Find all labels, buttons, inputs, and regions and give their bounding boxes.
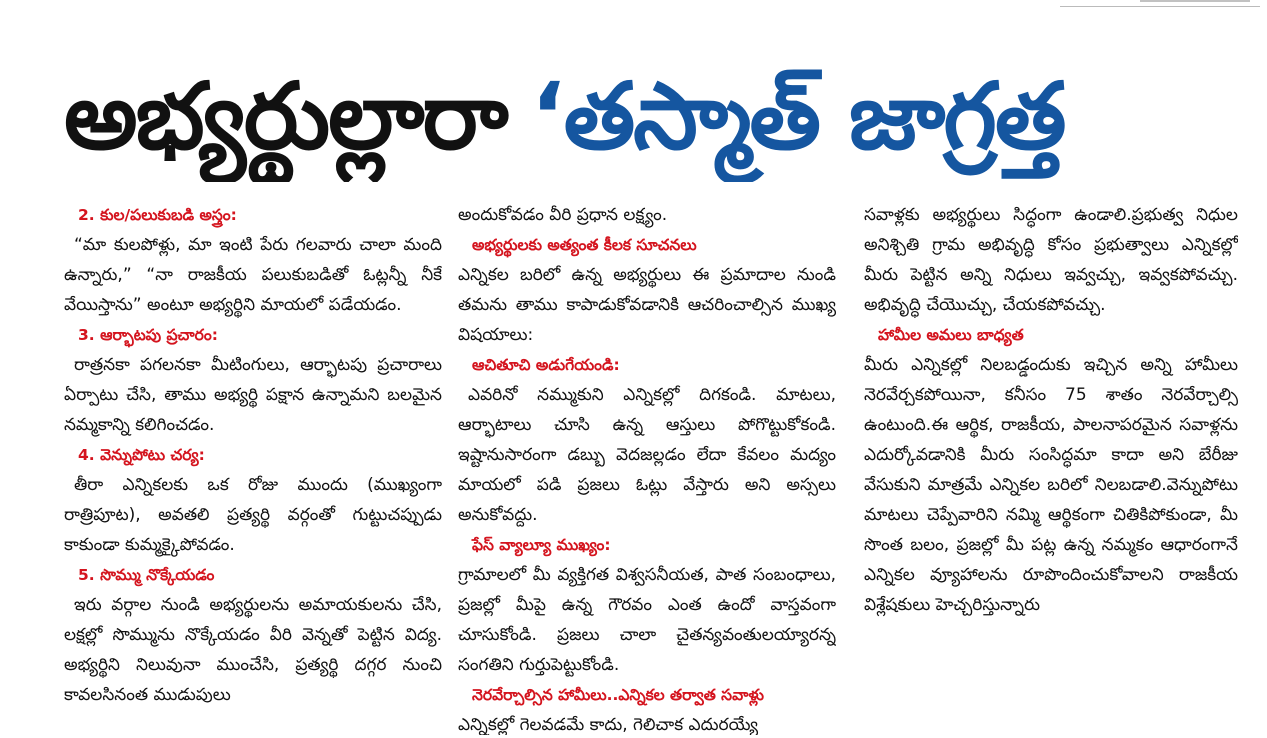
article-paragraph: ఎన్నికల్లో గెలవడమే కాదు, గెలిచాక ఎదురయ్యే (458, 715, 759, 735)
headline-part-2: ‘తస్మాత్ జాగ్రత్త (530, 63, 1065, 170)
article-paragraph: ఎవరినో నమ్ముకుని ఎన్నికల్లో దిగకండి. మాటలు, ఆర్భాటాలు చూసి ఉన్న ఆస్తులు పోగొట్టుకోకండి. ఇష్టానుసారంగా డబ్బు వెదజల్లడం లేదా కేవలం మద్యం మాయలో పడి ప్రజలు ఓట్లు వేస్తారు అని అస్సలు అనుకోవద్దు. (458, 385, 836, 525)
article-column-3 (864, 200, 1238, 735)
article-column-1 (64, 200, 442, 735)
section-subheading: ఆచితూచి అడుగేయండి: (472, 356, 620, 374)
section-subheading: నెరవేర్చాల్సిన హామీలు..ఎన్నికల తర్వాత సవాళ్లు (472, 686, 764, 704)
article-paragraph: సవాళ్లకు అభ్యర్థులు సిద్ధంగా ఉండాలి.ప్రభుత్వ నిధుల అనిశ్చితి గ్రామ అభివృద్ధి కోసం ప్రభుత్వాలు ఎన్నికల్లో మీరు పెట్టిన అన్ని నిధులు ఇవ్వచ్చు, ఇవ్వకపోవచ్చు. అభివృద్ధి చేయొచ్చు, చేయకపోవచ్చు. (864, 205, 1238, 315)
article-paragraph: రాత్రనకా పగలనకా మీటింగులు, ఆర్భాటపు ప్రచారాలు ఏర్పాటు చేసి, తాము అభ్యర్థి పక్షాన ఉన్నామని బలమైన నమ్మకాన్ని కలిగించడం. (64, 355, 442, 435)
masthead-logo (1140, 0, 1250, 2)
article-paragraph: ఇరు వర్గాల నుండి అభ్యర్థులను అమాయకులను చేసి, లక్షల్లో సొమ్మును నొక్కేయడం వీరి వెన్నతో పెట్టిన విద్య. అభ్యర్థిని నిలువునా ముంచేసి, ప్రత్యర్థి దగ్గర నుంచి కావలసినంత ముడుపులు (64, 595, 442, 705)
section-subheading: 5. సొమ్ము నొక్కేయడం (78, 566, 215, 584)
section-subheading: 2. కుల/పలుకుబడి అస్త్రం: (78, 206, 237, 224)
section-subheading: ఫేస్ వ్యాల్యూ ముఖ్యం: (472, 536, 611, 554)
article-paragraph: గ్రామాలలో మీ వ్యక్తిగత విశ్వసనీయత, పాత సంబంధాలు, ప్రజల్లో మీపై ఉన్న గౌరవం ఎంత ఉందో వాస్తవంగా చూసుకోండి. ప్రజలు చాలా చైతన్యవంతులయ్యారన్న సంగతిని గుర్తుపెట్టుకోండి. (458, 565, 836, 675)
article-paragraph: మీరు ఎన్నికల్లో నిలబడ్డందుకు ఇచ్చిన అన్ని హామీలు నెరవేర్చకపోయినా, కనీసం 75 శాతం నెరవేర్చాల్సి ఉంటుంది.ఈ ఆర్థిక, రాజకీయ, పాలనాపరమైన సవాళ్లను ఎదుర్కోవడానికి మీరు సంసిద్ధమా కాదా అని బేరీజు వేసుకుని మాత్రమే ఎన్నికల బరిలో నిలబడాలి.వెన్నుపోటు మాటలు చెప్పేవారిని నమ్మి ఆర్థికంగా చితికిపోకుండా, మీ సొంత బలం, ప్రజల్లో మీ పట్ల ఉన్న నమ్మకం ఆధారంగానే ఎన్నికల వ్యూహాలను రూపొందించుకోవాలని రాజకీయ విశ్లేషకులు హెచ్చరిస్తున్నారు (864, 355, 1238, 615)
article-column-2 (458, 200, 836, 735)
section-subheading: 3. ఆర్భాటపు ప్రచారం: (78, 326, 218, 344)
article-paragraph: ఎన్నికల బరిలో ఉన్న అభ్యర్థులు ఈ ప్రమాదాల నుండి తమను తాము కాపాడుకోవడానికి ఆచరించాల్సిన ముఖ్య విషయాలు: (458, 265, 836, 345)
article-paragraph: తీరా ఎన్నికలకు ఒక రోజు ముందు (ముఖ్యంగా రాత్రిపూట), అవతలి ప్రత్యర్థి వర్గంతో గుట్టుచప్పుడు కాకుండా కుమ్మక్కైపోవడం. (64, 475, 442, 555)
headline (64, 52, 1244, 182)
masthead-strip (1060, 0, 1260, 7)
headline-part-1: అభ్యర్థుల్లారా (64, 63, 507, 170)
section-subheading: హామీల అమలు బాధ్యత (878, 326, 1024, 344)
article-paragraph: అందుకోవడం వీరి ప్రధాన లక్ష్యం. (458, 205, 668, 225)
section-subheading: 4. వెన్నుపోటు చర్య: (78, 446, 205, 464)
article-paragraph: “మా కులపోళ్లు, మా ఇంటి పేరు గలవారు చాలా మంది ఉన్నారు,” “నా రాజకీయ పలుకుబడితో ఓట్లన్నీ నీకే వేయిస్తాను” అంటూ అభ్యర్థిని మాయలో పడేయడం. (64, 235, 442, 315)
section-subheading: అభ్యర్థులకు అత్యంత కీలక సూచనలు (472, 236, 697, 254)
